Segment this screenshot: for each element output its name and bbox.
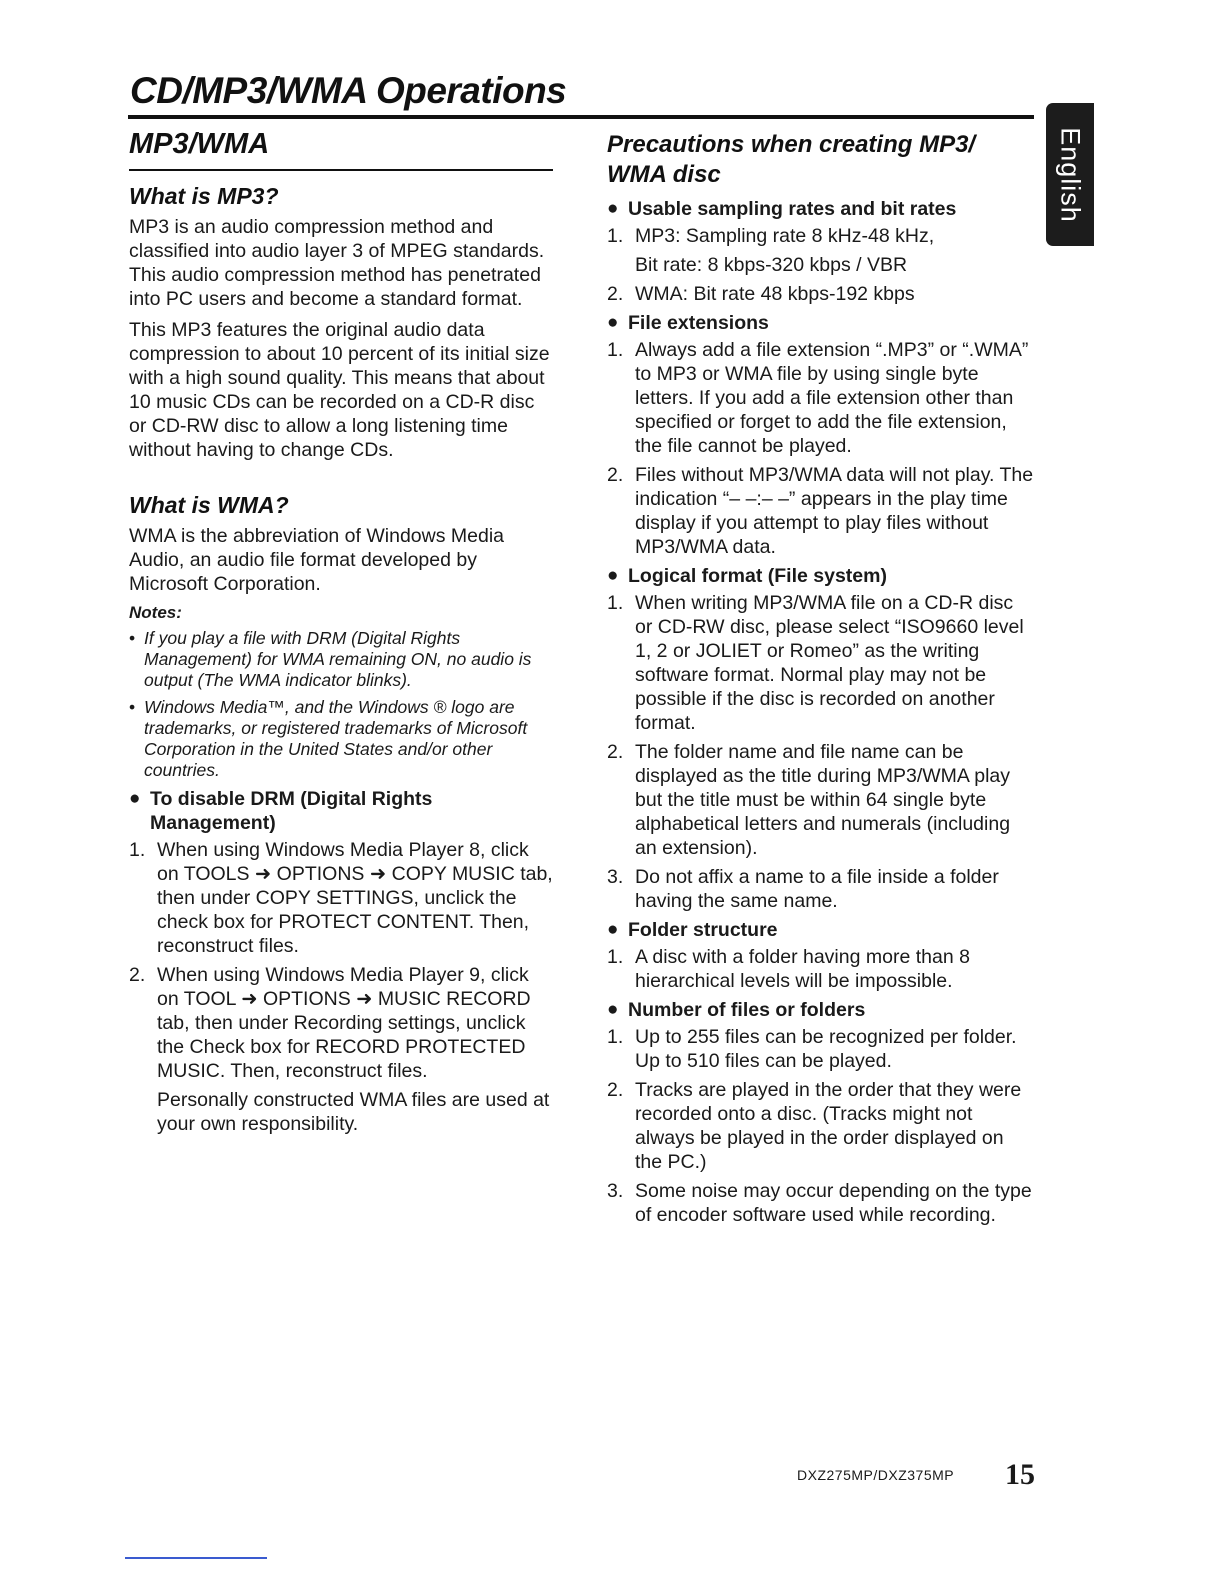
what-is-mp3-heading: What is MP3? xyxy=(129,183,279,209)
note-item: • If you play a file with DRM (Digital Rights Management) for WMA remaining ON, no audio is output (The WMA indicator blinks). xyxy=(129,628,532,690)
group-heading: ● Number of files or folders xyxy=(607,999,866,1021)
drm-heading: ● To disable DRM (Digital Rights Management) xyxy=(129,788,433,834)
group-heading: ● Usable sampling rates and bit rates xyxy=(607,198,957,220)
language-tab xyxy=(1046,103,1094,246)
list-item: 2. Files without MP3/WMA data will not play. The indication “– –:– –” appears in the play time display if you attempt to play files without MP3/WMA data. xyxy=(607,464,1034,558)
notes-list xyxy=(129,628,553,781)
right-column xyxy=(607,128,1035,1232)
section-rule xyxy=(129,169,553,171)
drm-steps xyxy=(129,838,553,1136)
list-item: 2. Tracks are played in the order that they were recorded onto a disc. (Tracks might not always be played in the order displayed on the PC.) xyxy=(607,1079,1022,1173)
bullet-dot-icon: • xyxy=(129,697,136,717)
model-number: DXZ275MP/DXZ375MP xyxy=(797,1467,955,1483)
bullet-dot-icon: • xyxy=(129,628,136,648)
list-item: 2. The folder name and file name can be displayed as the title during MP3/WMA play but the title must be within 64 single byte alphabetical letters and numerals (including an extension). xyxy=(607,741,1011,859)
list-item: 3. Some noise may occur depending on the type of encoder software used while recording. xyxy=(607,1180,1032,1226)
bullet-circle-icon: ● xyxy=(607,565,619,586)
bullet-circle-icon: ● xyxy=(607,198,619,219)
bullet-circle-icon: ● xyxy=(607,919,619,940)
list-item: 3. Do not affix a name to a file inside a folder having the same name. xyxy=(607,866,999,912)
group-list xyxy=(607,1025,1035,1227)
drm-step: 1. When using Windows Media Player 8, click on TOOLS ➜ OPTIONS ➜ COPY MUSIC tab, then under COPY SETTINGS, unclick the check box for PROTECT CONTENT. Then, reconstruct files. xyxy=(129,839,553,957)
list-item: 1. A disc with a folder having more than 8 hierarchical levels will be impossible. xyxy=(607,946,970,992)
list-item: 1. MP3: Sampling rate 8 kHz-48 kHz, Bit rate: 8 kbps-320 kbps / VBR xyxy=(607,225,935,276)
mp3-paragraph-1: MP3 is an audio compression method and classified into audio layer 3 of MPEG standards. This audio compression method has penetrated into PC users and become a standard format. xyxy=(129,216,545,310)
group-heading: ● Folder structure xyxy=(607,919,778,941)
drm-step: 2. When using Windows Media Player 9, click on TOOL ➜ OPTIONS ➜ MUSIC RECORD tab, then under Recording settings, unclick the Check box for RECORD PROTECTED MUSIC. Then, reconstruct files. Personally constructed WMA files are used at your own responsibility. xyxy=(129,964,550,1135)
wma-paragraph: WMA is the abbreviation of Windows Media Audio, an audio file format developed by Microsoft Corporation. xyxy=(129,525,504,595)
page-number: 15 xyxy=(1005,1458,1035,1491)
group-list xyxy=(607,338,1035,559)
title-rule xyxy=(128,115,1034,119)
group-list xyxy=(607,591,1035,913)
notes-label: Notes: xyxy=(129,603,182,622)
group-list xyxy=(607,224,1035,306)
mp3-paragraph-2: This MP3 features the original audio data compression to about 10 percent of its initial size with a high sound quality. This means that about 10 music CDs can be recorded on a CD-R disc or CD-RW disc to allow a long listening time without having to change CDs. xyxy=(129,319,550,461)
group-heading: ● File extensions xyxy=(607,312,769,334)
list-item: 1. Always add a file extension “.MP3” or “.WMA” to MP3 or WMA file by using single byte letters. If you add a file extension other than specified or forget to add the file extension, the file cannot be played. xyxy=(607,339,1029,457)
bullet-circle-icon: ● xyxy=(129,788,141,809)
what-is-wma-heading: What is WMA? xyxy=(129,492,289,518)
list-item: 1. Up to 255 files can be recognized per folder. Up to 510 files can be played. xyxy=(607,1026,1017,1072)
group-list xyxy=(607,945,1035,993)
precautions-heading: Precautions when creating MP3/ WMA disc xyxy=(607,131,976,188)
bullet-circle-icon: ● xyxy=(607,999,619,1020)
note-item: • Windows Media™, and the Windows ® logo are trademarks, or registered trademarks of Microsoft Corporation in the United States and/or other countries. xyxy=(129,697,528,780)
list-item: 1. When writing MP3/WMA file on a CD-R disc or CD-RW disc, please select “ISO9660 level 1, 2 or JOLIET or Romeo” as the writing software format. Normal play may not be possible if the disc is recorded on another format. xyxy=(607,592,1024,734)
language-tab-label: English xyxy=(1055,126,1086,223)
page-title: CD/MP3/WMA Operations xyxy=(130,70,567,111)
bottom-link-underline xyxy=(125,1557,267,1559)
section-title: MP3/WMA xyxy=(129,128,270,160)
list-item: 2. WMA: Bit rate 48 kbps-192 kbps xyxy=(607,283,915,305)
bullet-circle-icon: ● xyxy=(607,312,619,333)
left-column xyxy=(129,128,553,1141)
group-heading: ● Logical format (File system) xyxy=(607,565,887,587)
